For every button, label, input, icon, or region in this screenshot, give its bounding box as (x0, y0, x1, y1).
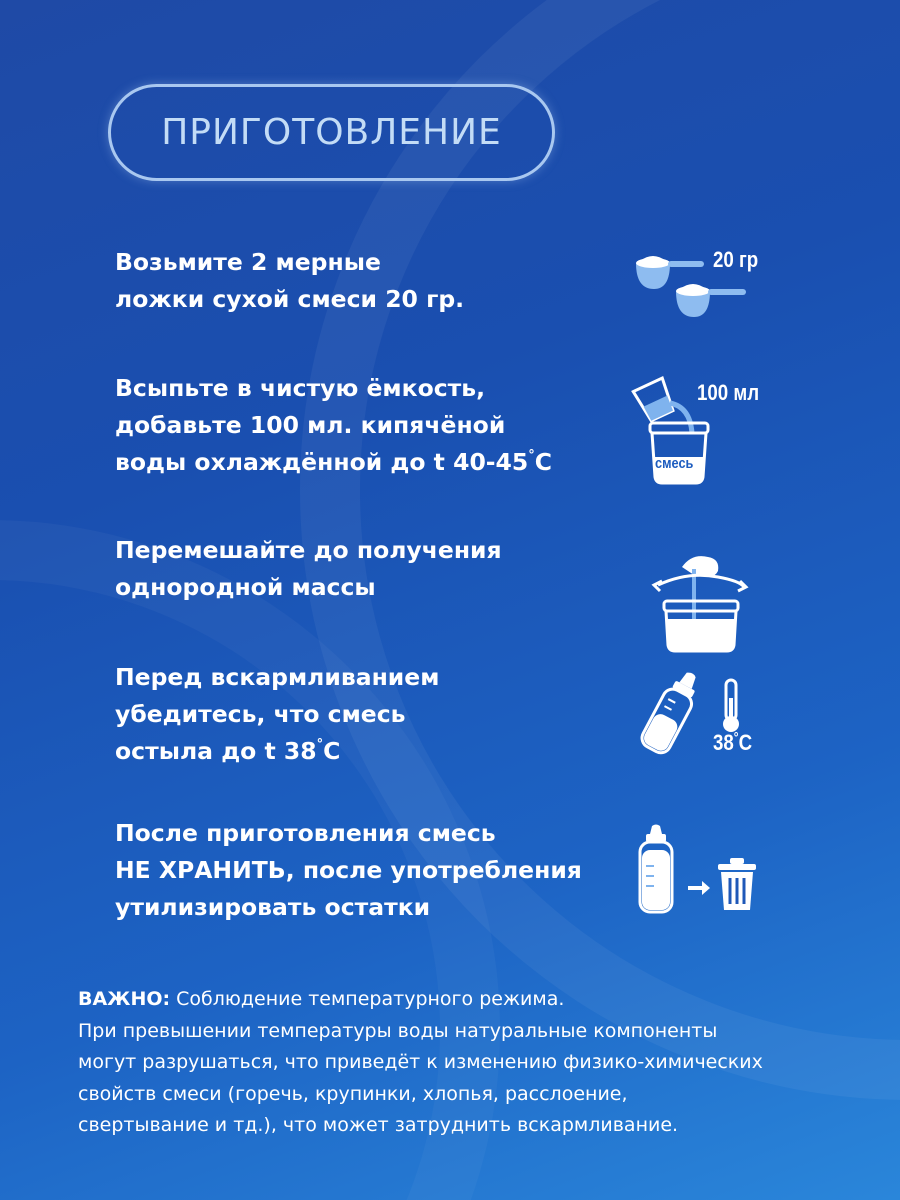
step-4-line: убедитесь, что смесь (115, 700, 406, 728)
note-line: При превышении температуры воды натуральные компоненты (78, 1019, 718, 1042)
important-note (78, 984, 868, 1142)
stir-jar-icon (648, 545, 758, 655)
step-1-line: Возьмите 2 мерные (115, 248, 381, 276)
page-title: ПРИГОТОВЛЕНИЕ (161, 112, 502, 153)
degree-unit: C (534, 448, 552, 476)
step-5-line: После приготовления смесь (115, 819, 496, 847)
step-5 (115, 815, 582, 926)
degree-unit: C (323, 737, 341, 765)
bottle-to-trash-icon (636, 824, 766, 916)
step-2 (115, 370, 552, 485)
note-line: свертывание и тд.), что может затруднить вскармливание. (78, 1114, 679, 1136)
note-first-line: ВАЖНО: Соблюдение температурного режима. (78, 988, 565, 1010)
water-amount-label: 100 мл (697, 380, 760, 405)
title-badge (108, 84, 555, 181)
step-3-line: Перемешайте до получения (115, 536, 502, 564)
step-4 (115, 659, 439, 774)
degree-symbol: ° (316, 737, 324, 752)
step-5-line: утилизировать остатки (115, 893, 431, 921)
step-4-line: остыла до t 38°C (115, 737, 341, 765)
jar-label: смесь (655, 455, 694, 472)
note-line: свойств смеси (горечь, крупинки, хлопья, расслоение, (78, 1082, 628, 1105)
step-5-line: НЕ ХРАНИТЬ, после употребления (115, 856, 582, 884)
step-4-line: Перед вскармливанием (115, 663, 440, 691)
step-2-line: Всыпьте в чистую ёмкость, (115, 374, 486, 402)
step-2-line: добавьте 100 мл. кипячёной (115, 411, 506, 439)
temperature-label: 38°C (713, 729, 753, 755)
degree-symbol: ° (528, 448, 535, 463)
step-2-line: воды охлаждённой до t 40-45°C (115, 448, 552, 476)
degree-symbol: ° (733, 729, 739, 745)
note-line: могут разрушаться, что приведёт к изменению физико-химических (78, 1051, 763, 1073)
note-heading: ВАЖНО: (78, 988, 171, 1010)
scoop-amount-label: 20 гр (713, 247, 759, 272)
step-1 (115, 244, 464, 318)
step-3-line: однородной массы (115, 573, 376, 601)
step-3 (115, 532, 502, 606)
step-1-line: ложки сухой смеси 20 гр. (115, 285, 465, 313)
